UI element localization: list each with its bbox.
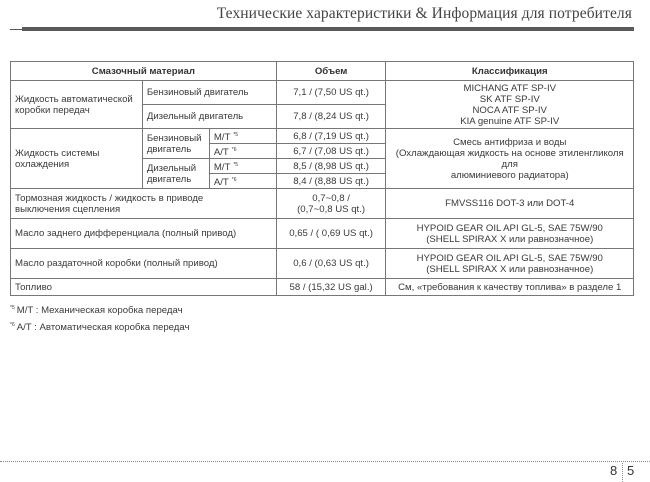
transfer-class-line: HYPOID GEAR OIL API GL-5, SAE 75W/90 — [416, 252, 603, 264]
footnote-mark: *5 — [233, 161, 239, 168]
atf-class-line: NOCA ATF SP-IV — [472, 104, 547, 116]
coolant-engine-petrol: Бензиновый двигатель — [142, 129, 209, 159]
trans-label: A/T — [213, 176, 229, 188]
atf-class-line: SK ATF SP-IV — [479, 93, 540, 105]
brake-volume-line: 0,7~0,8 / — [312, 192, 350, 204]
coolant-volume: 6,7 / (7,08 US qt.) — [276, 144, 386, 159]
lubricant-spec-table — [10, 61, 634, 296]
column-header-classification: Классификация — [386, 62, 634, 81]
footnote-text: M/T : Механическая коробка передач — [16, 305, 183, 316]
header-rule-thick — [22, 27, 634, 31]
coolant-volume: 8,5 / (8,98 US qt.) — [276, 159, 386, 174]
column-header-lubricant: Смазочный материал — [11, 62, 277, 81]
footnote-text: A/T : Автоматическая коробка передач — [16, 322, 190, 333]
coolant-class-line: алюминиевого радиатора) — [450, 169, 569, 181]
table-row — [11, 249, 634, 279]
atf-name: Жидкость автоматической коробки передач — [11, 81, 143, 129]
table-header-row — [11, 62, 634, 81]
transfer-name: Масло раздаточной коробки (полный привод) — [11, 249, 277, 279]
atf-engine-diesel: Дизельный двигатель — [142, 105, 276, 129]
footnote-item — [10, 318, 190, 335]
rear-diff-volume: 0,65 / ( 0,69 US qt.) — [276, 219, 386, 249]
coolant-classification — [386, 129, 634, 189]
coolant-trans-at — [209, 174, 276, 189]
page-header-title: Технические характеристики & Информация для потребителя — [216, 5, 632, 22]
brake-classification: FMVSS116 DOT-3 или DOT-4 — [386, 189, 634, 219]
footnote-mark: *6 — [231, 176, 237, 183]
atf-class-line: MICHANG ATF SP-IV — [463, 82, 557, 94]
page-section-number: 8 — [610, 463, 618, 478]
brake-name-line: Тормозная жидкость / жидкость в приводе — [15, 192, 204, 204]
trans-label: M/T — [213, 131, 231, 143]
trans-label: A/T — [213, 146, 229, 158]
coolant-trans-mt — [209, 159, 276, 174]
footnote-mark: *6 — [231, 146, 237, 153]
table-row — [11, 189, 634, 219]
coolant-name: Жидкость системы охлаждения — [11, 129, 143, 189]
atf-volume-diesel: 7,8 / (8,24 US qt.) — [276, 105, 386, 129]
table-row — [11, 219, 634, 249]
fuel-classification: См, «требования к качеству топлива» в разделе 1 — [386, 279, 634, 296]
coolant-volume: 6,8 / (7,19 US qt.) — [276, 129, 386, 144]
page-number: 5 — [627, 463, 635, 478]
brake-name — [11, 189, 277, 219]
table-row — [11, 279, 634, 296]
column-header-volume: Объем — [276, 62, 386, 81]
coolant-class-line: Смесь антифриза и воды — [453, 136, 567, 148]
trans-label: M/T — [213, 161, 231, 173]
footnotes — [10, 301, 190, 335]
footer-dotted-rule — [0, 461, 650, 462]
brake-volume-line: (0,7~0,8 US qt.) — [297, 203, 366, 215]
table-row — [11, 129, 634, 144]
coolant-trans-at — [209, 144, 276, 159]
table-row — [11, 81, 634, 105]
footnote-item — [10, 301, 190, 318]
transfer-volume: 0,6 / (0,63 US qt.) — [276, 249, 386, 279]
atf-volume-petrol: 7,1 / (7,50 US qt.) — [276, 81, 386, 105]
coolant-trans-mt — [209, 129, 276, 144]
atf-class-line: KIA genuine ATF SP-IV — [460, 115, 560, 127]
transfer-class-line: (SHELL SPIRAX X или равнозначное) — [426, 263, 594, 275]
rear-diff-class-line: HYPOID GEAR OIL API GL-5, SAE 75W/90 — [416, 222, 603, 234]
page-number-separator — [622, 463, 623, 482]
fuel-name: Топливо — [11, 279, 277, 296]
footnote-mark: *6 — [10, 322, 15, 328]
coolant-volume: 8,4 / (8,88 US qt.) — [276, 174, 386, 189]
brake-volume — [276, 189, 386, 219]
transfer-classification — [386, 249, 634, 279]
footnote-mark: *5 — [10, 305, 15, 311]
coolant-class-line: (Охлаждающая жидкость на основе этиленгликоля для — [395, 147, 624, 170]
rear-diff-class-line: (SHELL SPIRAX X или равнозначное) — [426, 233, 594, 245]
coolant-engine-diesel: Дизельный двигатель — [142, 159, 209, 189]
brake-name-line: выключения сцепления — [15, 203, 121, 215]
rear-diff-name: Масло заднего дифференциала (полный привод) — [11, 219, 277, 249]
fuel-volume: 58 / (15,32 US gal.) — [276, 279, 386, 296]
atf-engine-petrol: Бензиновый двигатель — [142, 81, 276, 105]
atf-classification — [386, 81, 634, 129]
rear-diff-classification — [386, 219, 634, 249]
footnote-mark: *5 — [233, 131, 239, 138]
